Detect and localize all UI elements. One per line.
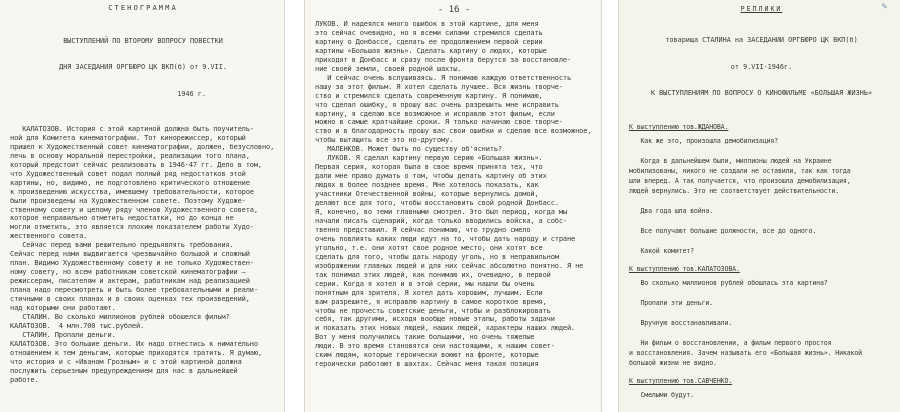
remark-line [629, 216, 894, 226]
text-line: плана надо пересмотреть и быть более требовательными и реали- [10, 286, 258, 295]
text-line: пришел к Художественный совет кинематографии, должен, безусловно, [10, 142, 275, 151]
page-3-remarks [618, 0, 900, 412]
text-line: КАЛАТОЗОВ. 4 млн.700 тыс.рублей. [10, 321, 145, 330]
page-gap [603, 0, 617, 412]
page-3-heading [629, 18, 894, 116]
section-remarks [629, 390, 894, 400]
text-line: КАЛАТОЗОВ. История с этой картиной должна быть поучитель- [10, 124, 254, 133]
text-line: стичными в своих планах и в своих оценках тех произведений, [10, 295, 250, 304]
text-line: которое неправильно отметить недостатки, но до конца не [10, 214, 234, 223]
text-line: серии. Когда я хотел и в этой серии, мы нашли бы очень [315, 279, 535, 288]
remark-line: Какой комитет? [629, 246, 694, 255]
text-line: план. Видимо Художественному совету и не только Художествен- [10, 259, 254, 268]
text-line: понятным для зрителя. Я хотел дать хорошим, лучшим. Если [315, 288, 543, 297]
remark-line [629, 288, 894, 298]
remark-line: и восстановления. Зачем называть его «Большая жизнь». Никакой [629, 348, 863, 357]
text-line: твенно представил. Я сейчас понимаю, что трудно смело [315, 225, 531, 234]
page-2-transcript [304, 0, 602, 412]
text-line: картины «Большая жизнь». Сделать картину о людях, которые [315, 46, 547, 55]
archive-stamp-mark: ✎ [881, 2, 888, 11]
text-line: это сейчас очевидно, но я всеми силами стремился сделать [315, 28, 543, 37]
page-1-heading [10, 19, 276, 117]
text-line: ство и стремился сделать современную картину. Я понимаю, [315, 91, 543, 100]
text-line: Сейчас перед вами решительно предъявлять требования. [10, 241, 234, 250]
text-line: Я, конечно, во теми главными смотрел. Это был период, когда мы [315, 208, 567, 217]
text-line: картину о Донбассе, сделать ее продолжением первой серии [315, 37, 543, 46]
text-line: над которыми они работают. [10, 303, 116, 312]
text-line: картины, но, видимо, не подготовлено критического отношение [10, 178, 250, 187]
remark-line: Смелыми будут. [629, 390, 694, 399]
remark-line: Как же это, произошла демобилизация? [629, 136, 778, 145]
text-line: жественного совета. [10, 232, 88, 241]
text-line: ственному совету и целому ряду членов Художественного совета, [10, 205, 258, 214]
text-line: участники Отечественной войны, которые вернулись домой, [315, 190, 539, 199]
text-line: угольно, т.е. они хотят свое родное место, они хотят все [315, 243, 543, 252]
text-line: начали писать сценарий, когда только вводились войска, а собс- [315, 216, 567, 225]
remark-line: Два года шла война. [629, 206, 714, 215]
text-line: можно в самые кратчайшие сроки. Я только начинаю свое творче- [315, 118, 563, 127]
text-line: КАЛАТОЗОВ. Это большие деньги. Их надо отнестись к нимательно [10, 339, 258, 348]
page-1-title: СТЕНОГРАММА [108, 3, 178, 12]
text-line: героически работают в шахтах. Сейчас меня такая позиция [315, 360, 539, 369]
remark-line: Вручную восстанавливали. [629, 318, 733, 327]
remark-line: Во сколько миллионов рублей обошлась эта картина? [629, 278, 828, 287]
heading-line: от 9.VII-1946г. [730, 62, 793, 71]
text-line: ским людям, которые героически воюют на фронте, которые [315, 351, 539, 360]
text-line: чтобы не прочесть советские деньги, чтобы и разблокировать [315, 306, 551, 315]
remark-line: большой жизни не видно. [629, 358, 717, 367]
text-line: ЛУКОВ. Я сделал картину первую серию «Большая жизнь». [315, 154, 543, 163]
page-1-body [10, 125, 276, 385]
section-label: К выступлению тов.САВЧЕНКО. [629, 376, 733, 385]
text-line: ние своей земли, своей родной шахты. [315, 64, 462, 73]
text-line: режиссерам, писателям и актерам, работникам над реализацией [10, 277, 250, 286]
text-line: что сделал ошибку, я прошу вас очень разрешить мне исправить [315, 100, 559, 109]
page-gap [286, 0, 303, 412]
text-line: лечь в основу моральной перестройки, реализации того плана, [10, 151, 250, 160]
text-line: Первая серия, которая была в свое время принята тех, что [315, 163, 543, 172]
text-line: ЛУКОВ. И надеялся много ошибок в этой картине, для меня [315, 20, 539, 28]
text-line: сделать для того, чтобы дать народу уголь, но в неправильном [315, 252, 559, 261]
text-line: МАЛЕНКОВ. Может быть по существу об'яснить? [315, 145, 502, 154]
section-remarks [629, 278, 894, 368]
remark-line [629, 196, 894, 206]
text-line: ной для Комитета кинематографии. Тот кинорежиссер, который [10, 133, 246, 142]
remark-line: Когда в дальнейшем были, миллионы людей на Украине [629, 156, 832, 165]
text-line: Сейчас перед нами выдвигается чрезвычайно большой и сложный [10, 250, 250, 259]
heading-line: ВЫСТУПЛЕНИЙ ПО ВТОРОМУ ВОПРОСУ ПОВЕСТКИ [63, 36, 223, 45]
remark-line [629, 328, 894, 338]
text-line: очень повлиять каких люди идут на то, чтобы дать народу и стране [315, 234, 576, 243]
page-number: - 16 - [437, 5, 471, 15]
heading-line: товарища СТАЛИНА на ЗАСЕДАНИИ ОРГБЮРО ЦК ВКП(б) [665, 35, 858, 44]
text-line: СТАЛИН. Во сколько миллионов рублей обошелся фильм? [10, 312, 230, 321]
remark-line [629, 146, 894, 156]
text-line: себя, так другими, исходя вообще новые этапы, работы задачи [315, 315, 555, 324]
text-line: послужить серьезным предупреждением для нас в дальнейшей [10, 366, 238, 375]
remark-line [629, 308, 894, 318]
page-3-sections [629, 122, 894, 400]
section-label: К выступлению тов.КАЛАТОЗОВА. [629, 264, 740, 273]
heading-line: К ВЫСТУПЛЕНИЯМ ПО ВОПРОСУ О КИНОФИЛЬМЕ «БОЛЬШАЯ ЖИЗНЬ» [651, 89, 872, 98]
text-line: Вот у меня получились такие большими, но очень тяжелые [315, 333, 535, 342]
section-remarks [629, 136, 894, 256]
heading-line: 1946 г. [177, 90, 206, 99]
text-line: людях в более позднее время. Мне хотелось показать, как [315, 181, 539, 190]
text-line: делают все для того, чтобы восстановить свой родной Донбасс. [315, 199, 559, 208]
page-1-transcript [0, 0, 285, 412]
remark-line [629, 236, 894, 246]
text-line: работе. [10, 375, 39, 384]
remark-line: Пропали эти деньги. [629, 298, 714, 307]
text-line: могли отметить, это является плохим показателем работы Худо- [10, 223, 254, 232]
text-line: СТАЛИН. Пропали деньги. [10, 330, 116, 339]
text-line: ному совету, но всем работникам советской кинематографии – [10, 268, 246, 277]
text-line: к произведению искусства, имевшему требовательности, которое [10, 187, 254, 196]
remark-line: Все получают большие должности, все до одного. [629, 226, 817, 235]
page-2-body [315, 20, 593, 369]
heading-line: ДНЯ ЗАСЕДАНИЯ ОРГБЮРО ЦК ВКП(б) от 9.VII. [59, 63, 227, 72]
text-line: ство и в благодарность прошу вас свои ошибки и сделаю все возможное, [315, 127, 592, 136]
text-line: изображении главных людей и для них сейчас абсолютно понятно. Я не [315, 261, 584, 270]
text-line: дали мне право думать о том, чтобы делать картину об этих [315, 172, 547, 181]
text-line: вам разрешите, я исправлю картину в самое короткое время, [315, 297, 547, 306]
text-line: И сейчас очень вслушиваясь. Я понимаю каждую ответственность [315, 73, 572, 82]
text-line: приходят в Донбасс и сразу после фронта берутся за восстановле- [315, 55, 572, 64]
text-line: люди. В это время становятся они настоящими, к нашим совет- [315, 342, 555, 351]
text-line: нашу за этот фильм. Я хотел сделать лучшее. Вся жизнь творче- [315, 82, 563, 91]
remark-line: Ни фильм о восстановлении, а фильм первого простоя [629, 338, 832, 347]
text-line: и показать этих новых людей, наших людей, характеры наших людей. [315, 324, 576, 333]
text-line: картину, я сделаю все возможное и исправлю этот фильм, если [315, 109, 555, 118]
remark-line: людей вернулись. Это не соответствует действительности. [629, 186, 840, 195]
text-line: отношением к тем деньгам, которые приходятся тратить. Я думаю, [10, 348, 262, 357]
text-line: что история и с «Иваном Грозным» и с этой картиной должна [10, 357, 242, 366]
text-line: что Художественный совет подал полный ряд недостатков этой [10, 169, 246, 178]
text-line: были произведены на Художественном совете. Поэтому Художе- [10, 196, 246, 205]
text-line: так понимал этих людей, как понимаю их, очевидно, в первой [315, 270, 551, 279]
page-3-title: РЕПЛИКИ [740, 5, 783, 13]
text-line: который предстоит сейчас реализовать в 1946-47 гг. Дело в том, [10, 160, 262, 169]
remark-line: шли вперед. А так получается, что произошла демобилизация, [629, 176, 851, 185]
remark-line: мобилизованы, никого не создали не оставили, так как тогда [629, 166, 851, 175]
text-line: чтобы вытащить все это но-другому. [315, 136, 454, 145]
section-label: К выступлению тов.ЖДАНОВА. [629, 122, 729, 131]
